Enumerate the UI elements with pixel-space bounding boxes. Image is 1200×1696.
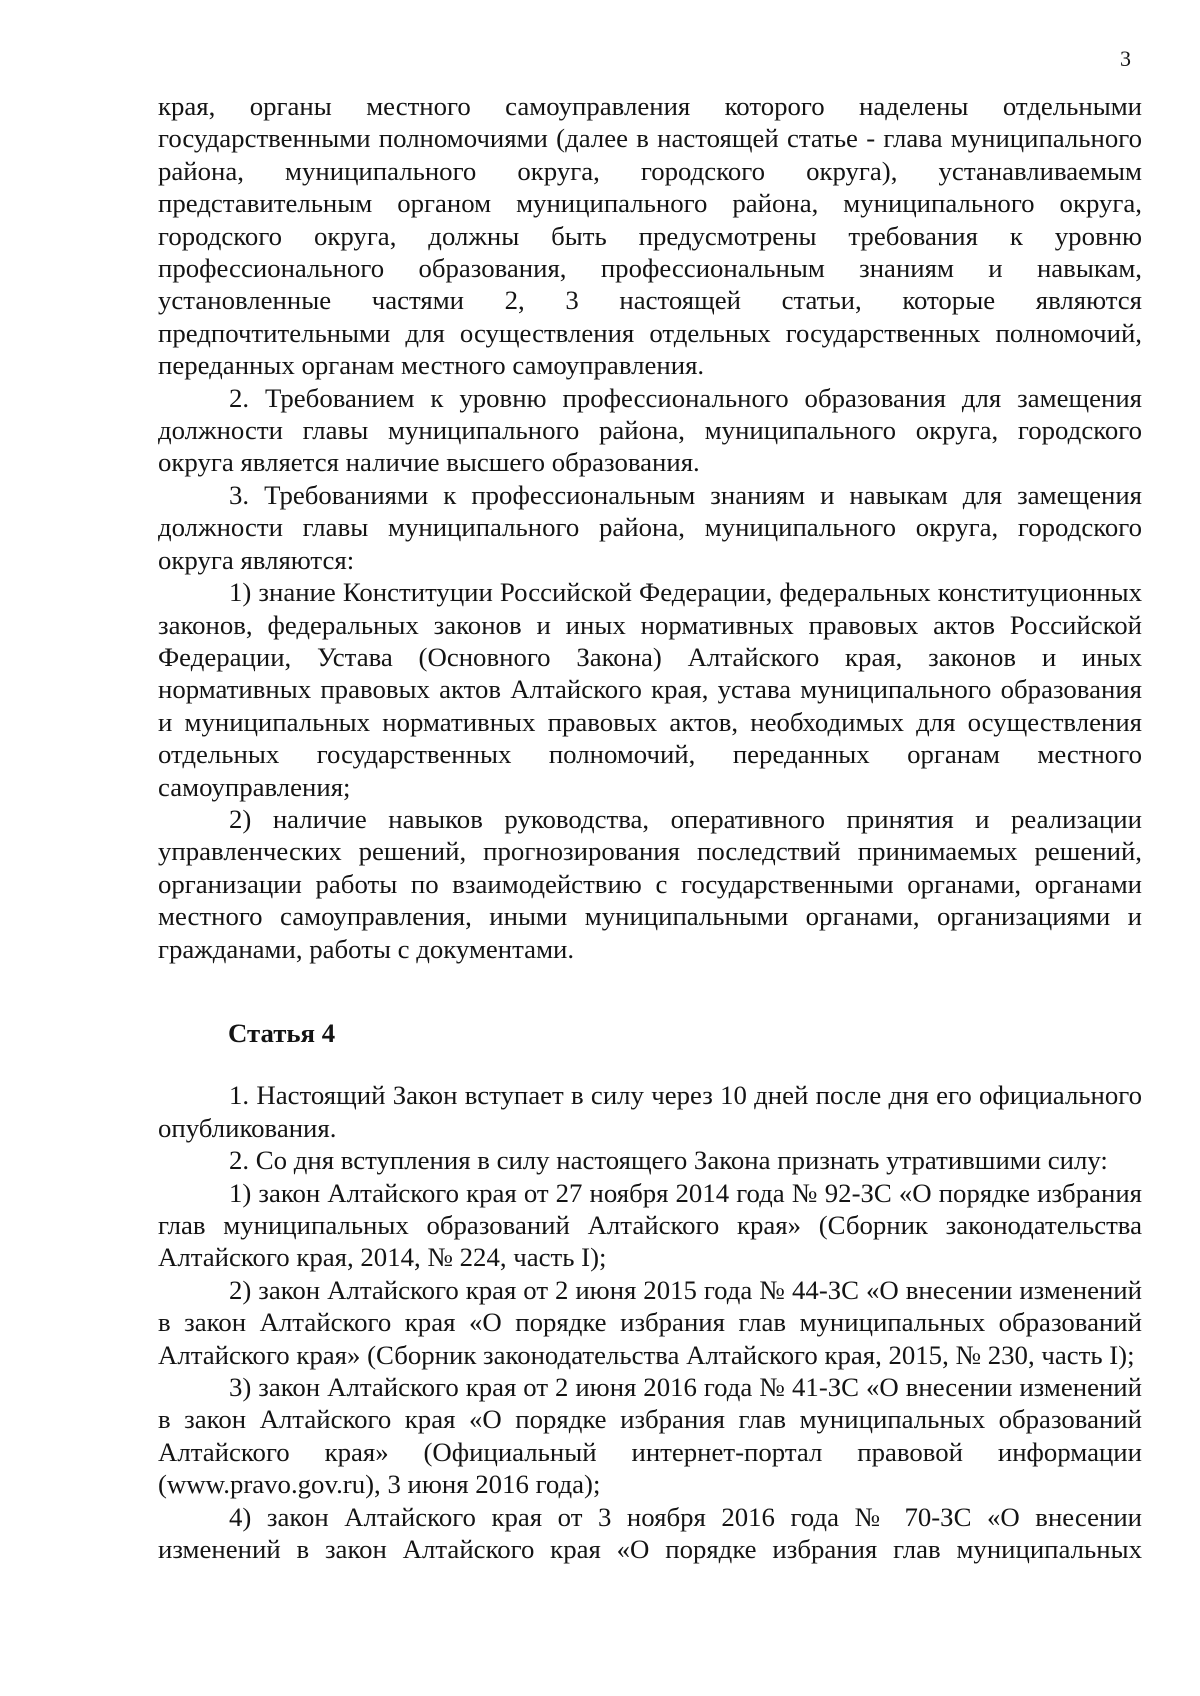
repeal-item-2: 2) закон Алтайского края от 2 июня 2015 года № 44-ЗС «О внесении изменений в закон Алтайского края «О порядке избрания глав муниципальных образований Алтайского края» (Сборник законодательства Алтайского края, 2015, № 230, часть I); — [158, 1274, 1142, 1370]
repeal-item-3: 3) закон Алтайского края от 2 июня 2016 года № 41-ЗС «О внесении изменений в закон Алтайского края «О порядке избрания глав муниципальных образований Алтайского края» (Официальный интернет-портал правовой информации (www.pravo.gov.ru), 3 июня 2016 года); — [158, 1372, 1142, 1500]
repeal-item-4: 4) закон Алтайского края от 3 ноября 2016 года № 70-ЗС «О внесении изменений в закон Алтайского края «О порядке избрания глав муниципальных — [158, 1501, 1142, 1565]
page-number: 3 — [1120, 46, 1131, 71]
paragraph-entry-into-force: 1. Настоящий Закон вступает в силу через 10 дней после дня его официального опубликования. — [158, 1080, 1142, 1143]
list-item-knowledge: 1) знание Конституции Российской Федерации, федеральных конституционных законов, федеральных законов и иных нормативных правовых актов Российской Федерации, Устава (Основного Закона) Алтайского края, законов и иных нормативных правовых актов Алтайского края, устава муниципального образования и муниципальных нормативных правовых актов, необходимых для осуществления отдельных государственных полномочий, переданных органам местного самоуправления; — [158, 577, 1142, 802]
paragraph-part-3: 3. Требованиями к профессиональным знаниям и навыкам для замещения должности главы муниципального района, муниципального округа, городского округа являются: — [158, 479, 1142, 575]
list-item-skills: 2) наличие навыков руководства, оперативного принятия и реализации управленческих решений, прогнозирования последствий принимаемых решений, организации работы по взаимодействию с государственными органами, органами местного самоуправления, иными муниципальными органами, организациями и гражданами, работы с документами. — [158, 803, 1142, 964]
repeal-item-1: 1) закон Алтайского края от 27 ноября 2014 года № 92-ЗС «О порядке избрания глав муниципальных образований Алтайского края» (Сборник законодательства Алтайского края, 2014, № 224, часть I); — [158, 1177, 1142, 1273]
paragraph-repeal-intro: 2. Со дня вступления в силу настоящего Закона признать утратившими силу: — [229, 1145, 1108, 1176]
paragraph-part-2: 2. Требованием к уровню профессионального образования для замещения должности главы муниципального района, муниципального округа, городского округа является наличие высшего образования. — [158, 382, 1142, 478]
document-body — [158, 90, 1142, 1565]
article-heading: Статья 4 — [228, 1017, 336, 1048]
paragraph-continuation: края, органы местного самоуправления которого наделены отдельными государственными полномочиями (далее в настоящей статье - глава муниципального района, муниципального округа, городского округа), устанавливаемым представительным органом муниципального района, муниципального округа, городского округа, должны быть предусмотрены требования к уровню профессионального образования, профессиональным знаниям и навыкам, установленные частями 2, 3 настоящей статьи, которые являются предпочтительными для осуществления отдельных государственных полномочий, переданных органам местного самоуправления. — [158, 91, 1142, 381]
